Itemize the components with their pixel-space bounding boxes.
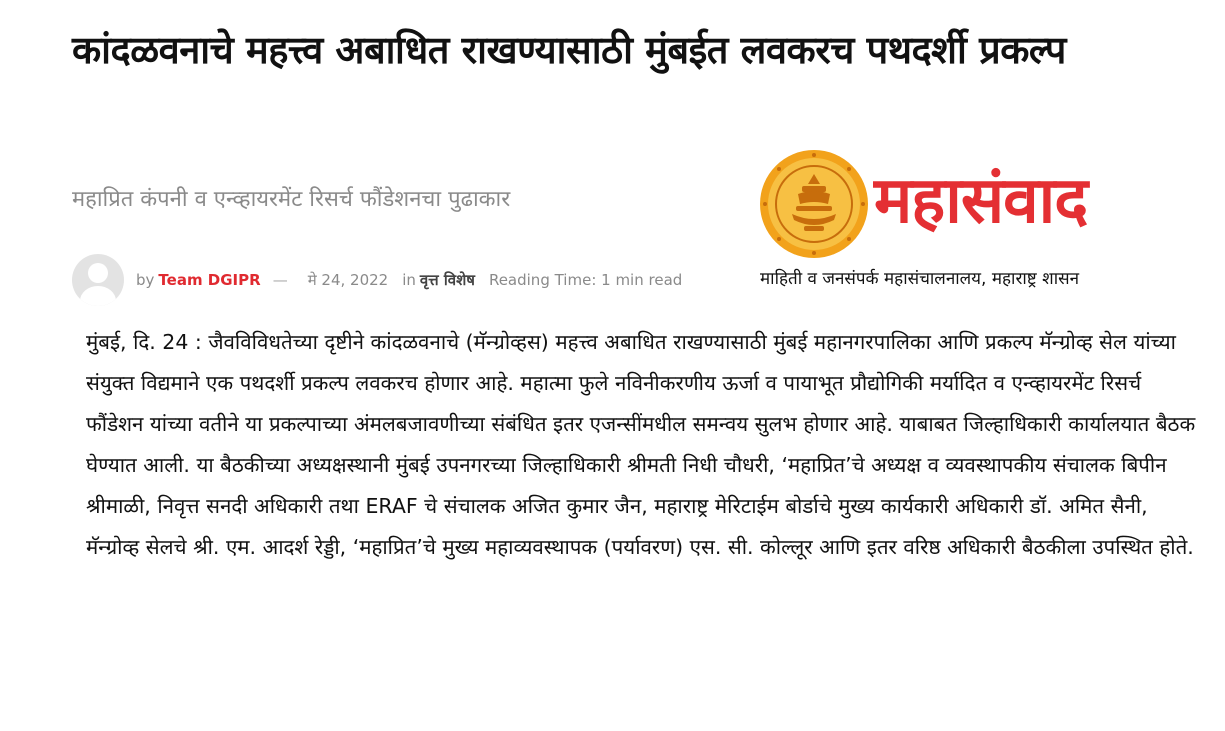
- article-subtitle: महाप्रित कंपनी व एन्व्हायरमेंट रिसर्च फौंडेशनचा पुढाकार: [72, 187, 511, 212]
- article-meta: [72, 254, 682, 306]
- logo-wordmark: महासंवाद: [874, 164, 1088, 238]
- publish-date: मे 24, 2022: [307, 271, 389, 289]
- avatar-body: [80, 286, 116, 306]
- govt-seal-icon: [758, 148, 870, 260]
- category-link[interactable]: वृत्त विशेष: [419, 271, 475, 289]
- author-avatar-icon[interactable]: [72, 254, 124, 306]
- by-label: by: [136, 271, 155, 289]
- logo-tagline: माहिती व जनसंपर्क महासंचालनालय, महाराष्ट्र शासन: [760, 269, 1080, 289]
- in-label: in: [402, 271, 416, 289]
- author-link[interactable]: Team DGIPR: [158, 271, 261, 289]
- avatar-head: [88, 263, 108, 283]
- article-title: कांदळवनाचे महत्त्व अबाधित राखण्यासाठी मुंबईत लवकरच पथदर्शी प्रकल्प: [72, 28, 1066, 72]
- mahasamvad-logo[interactable]: [758, 148, 1198, 298]
- meta-separator: —: [272, 271, 288, 289]
- article-body: मुंबई, दि. 24 : जैवविविधतेच्या दृष्टीने कांदळवनाचे (मॅन्ग्रोव्हस) महत्त्व अबाधित राखण्यासाठी मुंबई महानगरपालिका आणि प्रकल्प मॅन्ग्रोव्ह सेल यांच्या संयुक्त विद्यमाने एक पथदर्शी प्रकल्प लवकरच होणार आहे. महात्मा फुले नविनीकरणीय ऊर्जा व पायाभूत प्रौद्योगिकी मर्यादित व एन्व्हायरमेंट रिसर्च फौंडेशन यांच्या वतीने या प्रकल्पाच्या अंमलबजावणीच्या संबंधित इतर एजन्सींमधील समन्वय सुलभ होणार आहे. याबाबत जिल्हाधिकारी कार्यालयात बैठक घेण्यात आली. या बैठकीच्या अध्यक्षस्थानी मुंबई उपनगरच्या जिल्हाधिकारी श्रीमती निधी चौधरी, ‘महाप्रित’चे अध्यक्ष व व्यवस्थापकीय संचालक बिपीन श्रीमाळी, निवृत्त सनदी अधिकारी तथा ERAF चे संचालक अजित कुमार जैन, महाराष्ट्र मेरिटाईम बोर्डाचे मुख्य कार्यकारी अधिकारी डॉ. अमित सैनी, मॅन्ग्रोव्ह सेलचे श्री. एम. आदर्श रेड्डी, ‘महाप्रित’चे मुख्य महाव्यवस्थापक (पर्यावरण) एस. सी. कोल्लूर आणि इतर वरिष्ठ अधिकारी बैठकीला उपस्थित होते.: [86, 330, 1196, 559]
- reading-time: Reading Time: 1 min read: [488, 271, 683, 289]
